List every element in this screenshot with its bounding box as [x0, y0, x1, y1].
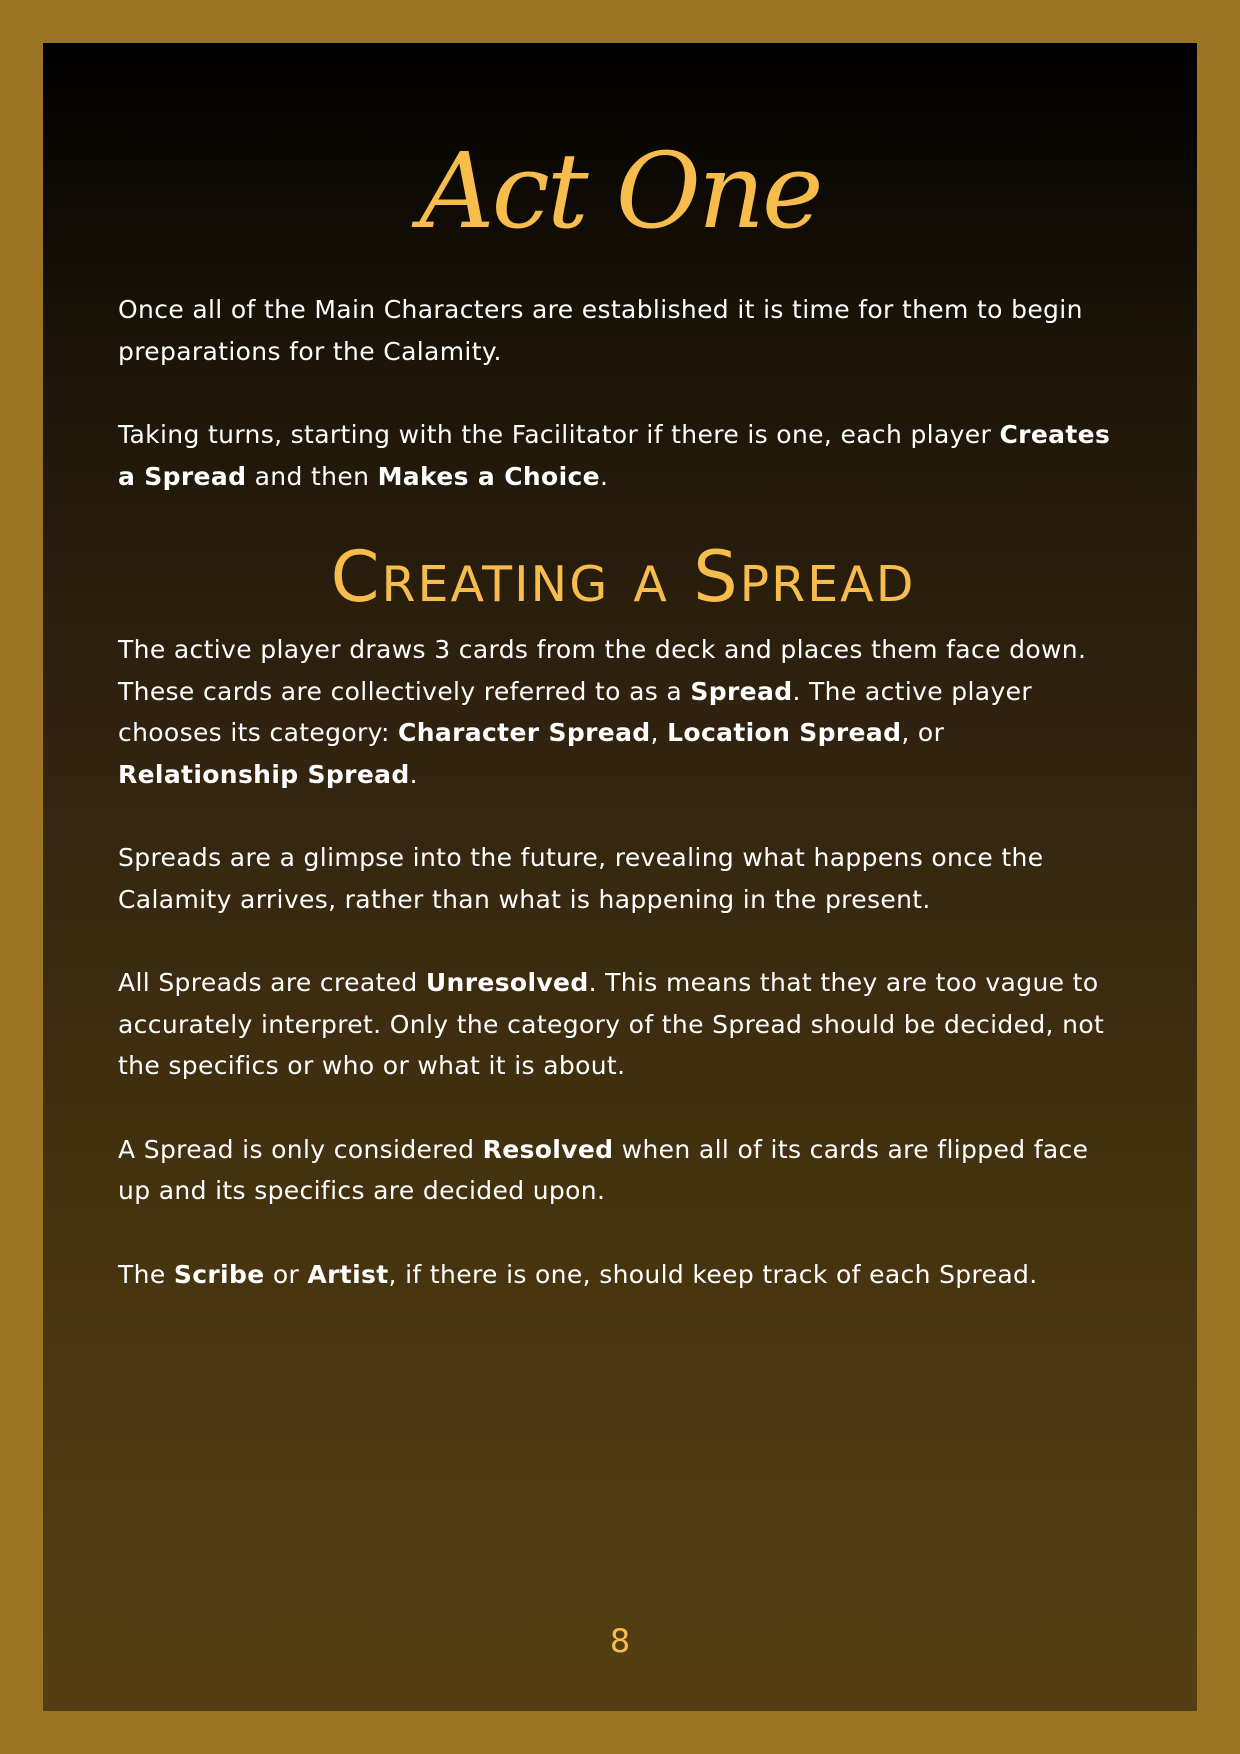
- text-run: All Spreads are created: [118, 968, 426, 997]
- paragraph: [118, 962, 1128, 1087]
- text-run: Once all of the Main Characters are established it is time for them to begin preparations for the Calamity.: [118, 295, 1083, 366]
- section-heading: Creating a Spread: [330, 536, 916, 618]
- paragraph: [118, 1129, 1128, 1212]
- text-run: .: [599, 461, 609, 491]
- page-number: 8: [609, 1622, 631, 1660]
- paragraph: [118, 837, 1128, 920]
- bold-term: Artist: [307, 1259, 389, 1289]
- text-run: and then: [246, 461, 378, 491]
- paragraph: [118, 414, 1128, 497]
- text-run: . The active player chooses its category:: [118, 676, 1032, 747]
- bold-term: Scribe: [173, 1259, 265, 1289]
- text-run: A Spread is only considered: [118, 1134, 483, 1164]
- bold-term: Spread: [690, 676, 793, 706]
- bold-term: Resolved: [482, 1134, 614, 1164]
- bold-term: Creates a Spread: [118, 420, 1111, 491]
- text-run: , or: [901, 718, 945, 747]
- body-text: [118, 289, 1128, 1337]
- page-title: Act One: [419, 130, 821, 252]
- text-run: Spreads are a glimpse into the future, revealing what happens once the Calamity arrives, rather than what is happening in the present.: [118, 843, 1044, 914]
- text-run: .: [409, 759, 418, 789]
- bold-term: Character Spread: [398, 718, 651, 747]
- text-run: , if there is one, should keep track of each Spread.: [388, 1259, 1038, 1289]
- bold-term: Relationship Spread: [118, 759, 410, 789]
- text-run: Taking turns, starting with the Facilitator if there is one, each player: [118, 420, 1000, 449]
- text-run: or: [264, 1259, 308, 1289]
- page-panel: [43, 43, 1197, 1711]
- bold-term: Unresolved: [425, 968, 589, 997]
- text-run: ,: [650, 718, 668, 747]
- paragraph: [118, 1254, 1128, 1296]
- text-run: The: [118, 1259, 174, 1289]
- intro-paragraphs: [118, 289, 1128, 497]
- paragraph: [118, 629, 1128, 795]
- text-run: The active player draws 3 cards from the deck and places them face down. These cards are collectively referred to as a: [118, 635, 1087, 706]
- text-run: when all of its cards are flipped face up and its specifics are decided upon.: [118, 1134, 1089, 1205]
- text-run: . This means that they are too vague to accurately interpret. Only the category of the Spread should be decided, not the specifics or who or what it is about.: [118, 968, 1105, 1080]
- bold-term: Makes a Choice: [377, 461, 600, 491]
- section-paragraphs: [118, 629, 1128, 1295]
- paragraph: [118, 289, 1128, 372]
- bold-term: Location Spread: [667, 718, 902, 747]
